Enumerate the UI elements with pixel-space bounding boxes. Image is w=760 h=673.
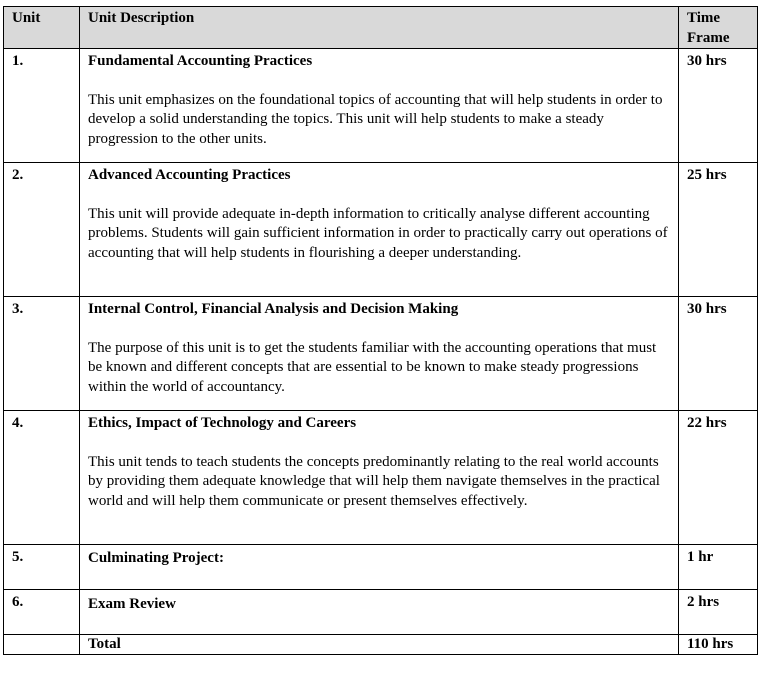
unit-number: 6. [4,590,80,635]
unit-table [3,6,758,655]
header-unit-description: Unit Description [80,7,679,49]
unit-title: Internal Control, Financial Analysis and Decision Making [88,301,459,317]
unit-description: The purpose of this unit is to get the students familiar with the accounting operations that must be known and different concepts that are essential to be known to make steady progressions within the world of accountancy. [88,339,657,395]
unit-number: 5. [4,545,80,590]
unit-title: Exam Review [88,596,176,612]
total-label-cell [80,635,679,655]
unit-title: Fundamental Accounting Practices [88,53,313,69]
table-row [4,163,758,297]
unit-title: Advanced Accounting Practices [88,167,291,183]
unit-description: This unit tends to teach students the concepts predominantly relating to the real world accounts by providing them adequate knowledge that will help them navigate themselves in the practical world and will help them communicate or present themselves effectively. [88,453,660,509]
unit-time-frame: 30 hrs [679,297,758,411]
unit-title: Ethics, Impact of Technology and Careers [88,415,357,431]
unit-time-frame: 25 hrs [679,163,758,297]
table-row [4,49,758,163]
unit-description-cell [80,411,679,545]
unit-number: 2. [4,163,80,297]
unit-description-cell [80,49,679,163]
unit-number: 3. [4,297,80,411]
unit-description-cell [80,297,679,411]
total-unit-cell [4,635,80,655]
unit-time-frame: 22 hrs [679,411,758,545]
header-unit: Unit [4,7,80,49]
table-row [4,545,758,590]
total-row [4,635,758,655]
table-row [4,297,758,411]
unit-time-frame: 30 hrs [679,49,758,163]
unit-number: 4. [4,411,80,545]
unit-description-cell [80,163,679,297]
unit-number: 1. [4,49,80,163]
table-row [4,411,758,545]
total-time-frame: 110 hrs [679,635,758,655]
table-row [4,590,758,635]
header-time-frame: Time Frame [679,7,758,49]
table-header-row [4,7,758,49]
unit-description: This unit emphasizes on the foundational topics of accounting that will help students in order to develop a solid understanding the topics. This unit will help students to make a steady progression to the other units. [88,91,663,147]
total-label: Total [88,636,121,652]
unit-title: Culminating Project: [88,550,224,566]
unit-time-frame: 2 hrs [679,590,758,635]
unit-description-cell [80,590,679,635]
unit-time-frame: 1 hr [679,545,758,590]
unit-description: This unit will provide adequate in-depth information to critically analyse different accounting problems. Students will gain sufficient information in order to practically carry out operations of accounting that will help students in flourishing a deeper understanding. [88,205,668,261]
unit-description-cell [80,545,679,590]
